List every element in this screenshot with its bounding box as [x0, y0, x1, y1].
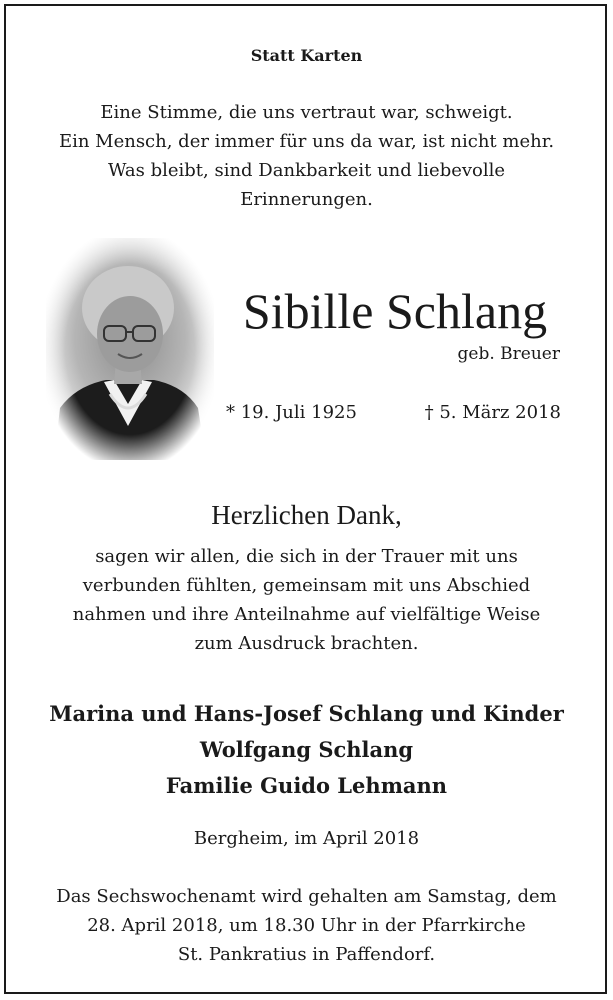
thanks-line: zum Ausdruck brachten. — [194, 633, 419, 654]
family-signatures — [0, 696, 613, 804]
birth-date: * 19. Juli 1925 — [226, 402, 357, 423]
place-date: Bergheim, im April 2018 — [193, 828, 420, 849]
death-date: † 5. März 2018 — [424, 402, 561, 423]
thanks-message — [0, 542, 613, 658]
service-line: 28. April 2018, um 18.30 Uhr in der Pfarrkirche — [87, 915, 526, 936]
thanks-line: sagen wir allen, die sich in der Trauer mit uns — [95, 546, 518, 567]
family-member: Marina und Hans-Josef Schlang und Kinder — [49, 701, 564, 726]
service-announcement — [0, 882, 613, 969]
memorial-poem — [0, 98, 613, 214]
notice-heading: Statt Karten — [250, 46, 363, 65]
family-member: Wolfgang Schlang — [199, 737, 414, 762]
portrait-photo — [46, 238, 214, 460]
thanks-title: Herzlichen Dank, — [211, 500, 402, 530]
thanks-line: verbunden fühlten, gemeinsam mit uns Abschied — [82, 575, 531, 596]
deceased-name: Sibille Schlang — [242, 283, 548, 339]
poem-line: Erinnerungen. — [240, 189, 373, 210]
service-line: Das Sechswochenamt wird gehalten am Samstag, dem — [56, 886, 557, 907]
poem-line: Ein Mensch, der immer für uns da war, ist nicht mehr. — [58, 131, 555, 152]
maiden-name: geb. Breuer — [457, 344, 560, 364]
poem-line: Eine Stimme, die uns vertraut war, schweigt. — [100, 102, 513, 123]
thanks-line: nahmen und ihre Anteilnahme auf vielfältige Weise — [72, 604, 541, 625]
family-member: Familie Guido Lehmann — [165, 773, 448, 798]
poem-line: Was bleibt, sind Dankbarkeit und liebevolle — [107, 160, 506, 181]
service-line: St. Pankratius in Paffendorf. — [177, 944, 436, 965]
